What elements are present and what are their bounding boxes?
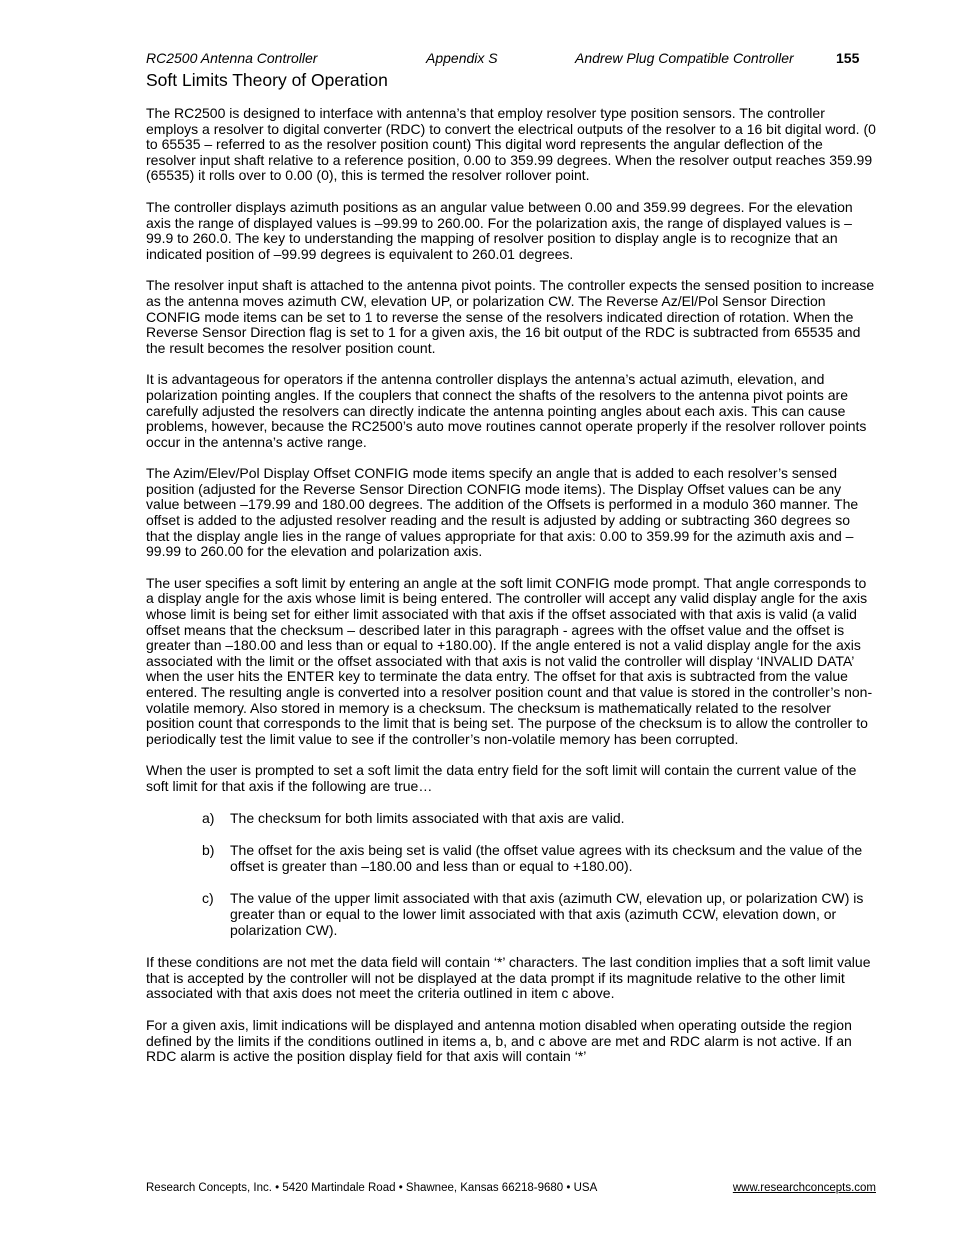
list-marker: b) bbox=[202, 842, 215, 859]
paragraph-resolver-intro: The RC2500 is designed to interface with antenna’s that employ resolver type position sensors. The controller employs a resolver to digital converter (RDC) to convert the electrical outputs of the resolver to a 16 bit digital word. (0 to 65535 – referred to as the resolver position count) This digital word represents the angular deflection of the resolver input shaft relative to a reference position, 0.00 to 359.99 degrees. When the resolver output reaches 359.99 (65535) it rolls over to 0.00 (0), this is termed the resolver rollover point. bbox=[146, 105, 876, 184]
paragraph-soft-limit-entry: The user specifies a soft limit by entering an angle at the soft limit CONFIG mode prompt. That angle corresponds to a display angle for the axis whose limit is being entered. The controller will accept any valid display angle for the axis whose limit is being set for either limit associated with that axis if the offset associated with that axis is valid (a valid offset means that the checksum – described later in this paragraph - agrees with the offset value and the offset is greater than –180.00 and less than or equal to +180.00). If the angle entered is not a valid display angle for the axis associated with the limit or the offset associated with that axis is not valid the controller will display ‘INVALID DATA’ when the user hits the ENTER key to terminate the data entry. The offset for that axis is subtracted from the value entered. The resulting angle is converted into a resolver position count and that value is stored in the controller’s non-volatile memory. Also stored in memory is a checksum. The checksum is mathematically related to the resolver position count that corresponds to the limit that is being set. The purpose of the checksum is to allow the controller to periodically test the limit value to see if the controller’s non-volatile memory has been corrupted. bbox=[146, 574, 873, 747]
list-item-text: The value of the upper limit associated with that axis (azimuth CW, elevation up, or polarization CW) is greater than or equal to the lower limit associated with that axis (azimuth CCW, elevation down, or polarization CW). bbox=[230, 890, 864, 938]
body-text bbox=[146, 106, 876, 1065]
paragraph-conditions-not-met: If these conditions are not met the data field will contain ‘*’ characters. The last condition implies that a soft limit value that is accepted by the controller will not be displayed at the data prompt if its magnitude relative to the other limit associated with that axis does not meet the criteria outlined in item c above. bbox=[146, 954, 871, 1002]
section-title: Soft Limits Theory of Operation bbox=[146, 70, 388, 90]
list-marker: a) bbox=[202, 809, 215, 826]
header-product-title: RC2500 Antenna Controller bbox=[146, 50, 318, 66]
list-marker: c) bbox=[202, 890, 214, 907]
header-page-number: 155 bbox=[836, 50, 860, 66]
conditions-list bbox=[146, 811, 876, 939]
list-item-text: The checksum for both limits associated with that axis are valid. bbox=[230, 809, 625, 826]
footer-website-link[interactable]: www.researchconcepts.com bbox=[732, 1182, 876, 1194]
list-item bbox=[146, 891, 876, 938]
paragraph-limit-indications: For a given axis, limit indications will be displayed and antenna motion disabled when operating outside the region defined by the limits if the conditions outlined in items a, b, and c above are met and RDC alarm is not active. If an RDC alarm is active the position display field for that axis will contain ‘*’ bbox=[146, 1016, 852, 1065]
list-item bbox=[146, 811, 876, 827]
page-footer bbox=[146, 1180, 876, 1196]
footer-address: Research Concepts, Inc. • 5420 Martindale Road • Shawnee, Kansas 66218-9680 • USA bbox=[146, 1182, 598, 1194]
paragraph-pointing-angles: It is advantageous for operators if the antenna controller displays the antenna’s actual azimuth, elevation, and polarization pointing angles. If the couplers that connect the shafts of the resolvers to the antenna pivot points are carefully adjusted the resolvers can directly indicate the antenna pointing angles about each axis. This can cause problems, however, because the RC2500’s auto move routines cannot operate properly if the resolver rollover points occur in the antenna’s active range. bbox=[146, 371, 867, 450]
paragraph-display-offset: The Azim/Elev/Pol Display Offset CONFIG mode items specify an angle that is added to each resolver’s sensed position (adjusted for the Reverse Sensor Direction CONFIG mode items). The Display Offset values can be any value between –179.99 and 180.00 degrees. The addition of the Offsets is performed in a modulo 360 manner. The offset is added to the adjusted resolver reading and the result is adjusted by adding or subtracting 360 degrees so that the display angle lies in the range of values appropriate for that axis: 0.00 to 359.99 for the azimuth axis and –99.99 to 260.00 for the elevation and polarization axis. bbox=[146, 465, 859, 560]
page-header bbox=[146, 48, 876, 68]
paragraph-prompt-conditions: When the user is prompted to set a soft limit the data entry field for the soft limit will contain the current value of the soft limit for that axis if the following are true… bbox=[146, 762, 857, 794]
paragraph-sensor-direction: The resolver input shaft is attached to the antenna pivot points. The controller expects the sensed position to increase as the antenna moves azimuth CW, elevation UP, or polarization CW. The Reverse Az/El/Pol Sensor Direction CONFIG mode items can be set to 1 to reverse the sense of the resolvers indicated direction of rotation. When the Reverse Sensor Direction flag is set to 1 for a given axis, the 16 bit output of the RDC is subtracted from 65535 and the result becomes the resolver position count. bbox=[146, 277, 875, 356]
list-item-text: The offset for the axis being set is valid (the offset value agrees with its checksum and the value of the offset is greater than –180.00 and less than or equal to +180.00). bbox=[230, 842, 863, 874]
document-page bbox=[146, 48, 876, 1198]
header-controller-type: Andrew Plug Compatible Controller bbox=[575, 50, 794, 66]
paragraph-display-ranges: The controller displays azimuth positions as an angular value between 0.00 and 359.99 degrees. For the elevation axis the range of displayed values is –99.99 to 260.00. For the polarization axis, the range of displayed values is –99.9 to 260.0. The key to understanding the mapping of resolver position to display angle is to recognize that an indicated position of –99.99 degrees is equivalent to 260.01 degrees. bbox=[146, 198, 853, 262]
list-item bbox=[146, 843, 876, 874]
header-appendix: Appendix S bbox=[426, 50, 498, 66]
